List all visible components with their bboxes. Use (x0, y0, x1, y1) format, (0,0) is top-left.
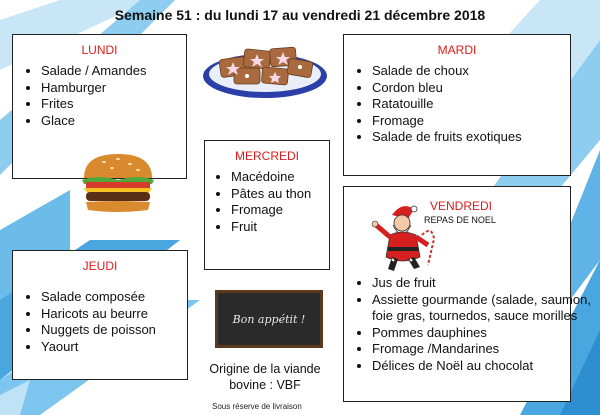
menu-item: • Pâtes au thon (231, 186, 329, 203)
box-jeudi (12, 250, 188, 380)
day-label-vendredi: VENDREDI (430, 199, 493, 213)
menu-item: • Salade composée (41, 289, 187, 306)
menu-item: • Frites (41, 96, 186, 113)
menu-list-mercredi (205, 169, 329, 235)
menu-item: • Salade de choux (372, 63, 570, 80)
delivery-footnote: Sous réserve de livraison (212, 402, 302, 411)
box-vendredi (343, 186, 591, 402)
menu-item: • Assiette gourmande (salade, saumon, foie gras, tournedos, sauce morilles (372, 292, 594, 325)
menu-item: • Fruit (231, 219, 329, 236)
meat-origin-line-2: bovine : VBF (229, 378, 301, 392)
day-subtitle-vendredi: REPAS DE NOEL (424, 215, 496, 225)
menu-item: • Yaourt (41, 339, 187, 356)
day-label-lundi: LUNDI (81, 43, 118, 57)
box-mercredi (204, 140, 330, 270)
chalkboard-text: Bon appétit ! (232, 312, 306, 326)
hamburger-icon (78, 150, 158, 216)
menu-item: • Jus de fruit (372, 275, 594, 292)
menu-item: • Cordon bleu (372, 80, 570, 97)
day-label-mercredi: MERCREDI (234, 149, 299, 163)
menu-item: • Fromage /Mandarines (372, 341, 594, 358)
menu-item: • Fromage (372, 113, 570, 130)
menu-item: • Délices de Noël au chocolat (372, 358, 594, 375)
menu-item: • Hamburger (41, 80, 186, 97)
menu-item: • Salade / Amandes (41, 63, 186, 80)
menu-list-jeudi (13, 289, 187, 355)
page-title: Semaine 51 : du lundi 17 au vendredi 21 décembre 2018 (114, 7, 486, 23)
menu-item: • Macédoine (231, 169, 329, 186)
menu-list-lundi (13, 63, 186, 129)
chalkboard (215, 290, 323, 348)
menu-item: • Fromage (231, 202, 329, 219)
menu-item: • Pommes dauphines (372, 325, 594, 342)
menu-item: • Salade de fruits exotiques (372, 129, 570, 146)
menu-item: • Ratatouille (372, 96, 570, 113)
menu-item: • Nuggets de poisson (41, 322, 187, 339)
meat-origin-note (190, 361, 340, 393)
santa-icon (362, 195, 442, 275)
day-label-mardi: MARDI (437, 43, 477, 57)
menu-item: • Haricots au beurre (41, 306, 187, 323)
cookies-plate-icon (200, 32, 330, 102)
menu-item: • Glace (41, 113, 186, 130)
box-mardi (343, 34, 571, 176)
meat-origin-line-1: Origine de la viande (209, 362, 321, 376)
day-label-jeudi: JEUDI (82, 259, 118, 273)
menu-list-mardi (344, 63, 570, 146)
menu-list-vendredi (344, 275, 598, 374)
